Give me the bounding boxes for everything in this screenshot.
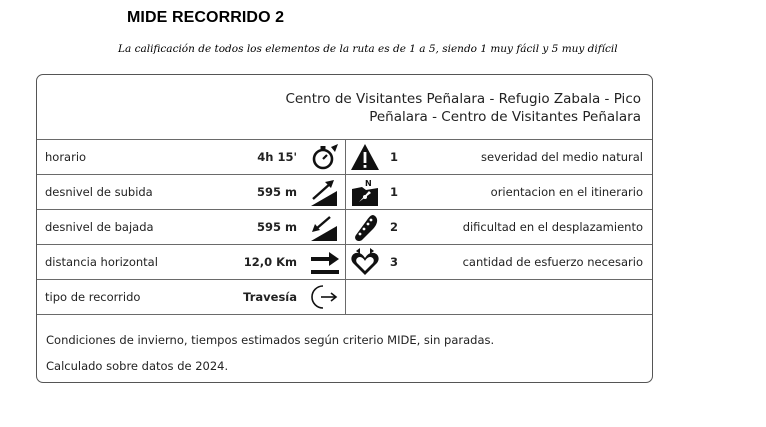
conditions-note: Condiciones de invierno, tiempos estimados según criterio MIDE, sin paradas. [46, 333, 495, 347]
document-title: MIDE RECORRIDO 2 [127, 9, 285, 26]
mide-score: 2 [390, 220, 399, 234]
svg-text:N: N [365, 179, 372, 188]
route-name-line-1: Centro de Visitantes Peñalara - Refugio Zabala - Pico [285, 91, 641, 107]
mide-score: 1 [390, 185, 399, 199]
warning-triangle-icon [349, 142, 381, 172]
descent-icon [309, 212, 341, 242]
stat-label: distancia horizontal [45, 255, 158, 269]
stat-label: desnivel de bajada [45, 220, 154, 234]
stat-value: 12,0 Km [243, 255, 297, 269]
heart-effort-icon [349, 247, 381, 277]
column-divider [345, 139, 346, 314]
rating-scale-note: La calificación de todos los elementos de la ruta es de 1 a 5, siendo 1 muy fácil y 5 muy difícil [118, 43, 618, 55]
mide-label: cantidad de esfuerzo necesario [462, 255, 643, 269]
mide-card [36, 74, 653, 383]
distance-arrow-icon [309, 247, 341, 277]
ascent-icon [309, 177, 341, 207]
stat-label: desnivel de subida [45, 185, 153, 199]
route-name-line-2: Peñalara - Centro de Visitantes Peñalara [369, 109, 641, 125]
stat-value: 4h 15' [257, 150, 297, 164]
table-divider [37, 314, 652, 315]
mide-label: orientacion en el itinerario [490, 185, 643, 199]
mide-label: severidad del medio natural [481, 150, 643, 164]
route-name [261, 90, 641, 126]
mide-label: dificultad en el desplazamiento [462, 220, 643, 234]
stat-value: Travesía [243, 290, 297, 304]
traverse-route-icon [309, 282, 341, 312]
stopwatch-icon [309, 142, 341, 172]
stat-value: 595 m [257, 220, 297, 234]
mide-score: 3 [390, 255, 399, 269]
calculation-note: Calculado sobre datos de 2024. [46, 359, 229, 373]
stat-label: horario [45, 150, 87, 164]
footprint-icon [349, 212, 381, 242]
compass-orientation-icon [349, 177, 381, 207]
mide-score: 1 [390, 150, 399, 164]
stat-label: tipo de recorrido [45, 290, 141, 304]
notes [46, 327, 494, 379]
stat-value: 595 m [257, 185, 297, 199]
